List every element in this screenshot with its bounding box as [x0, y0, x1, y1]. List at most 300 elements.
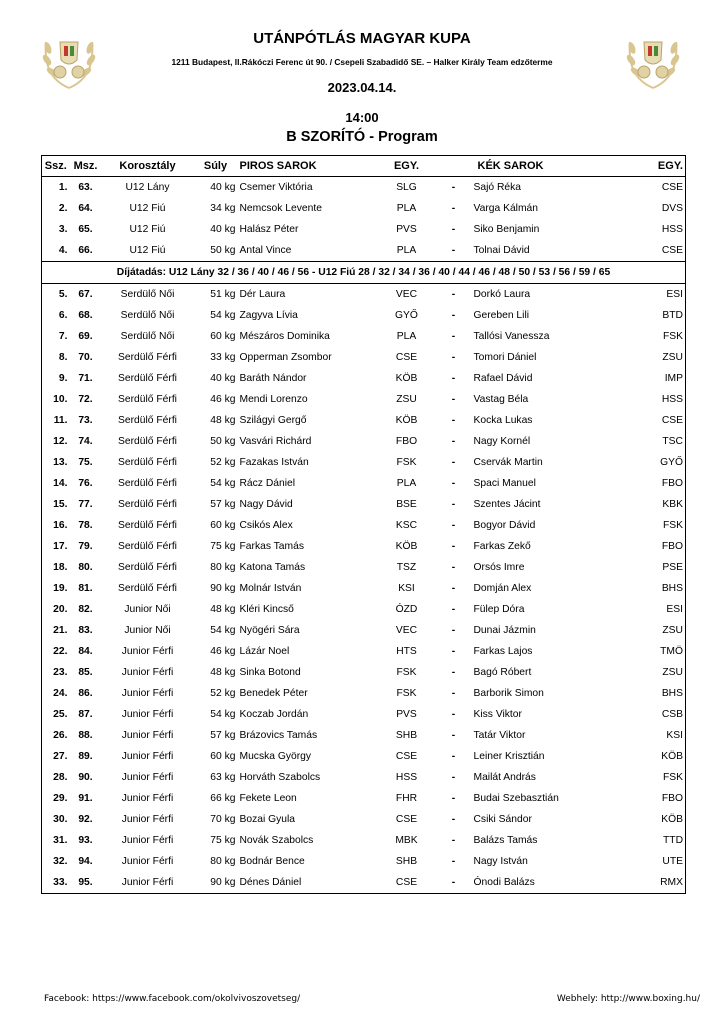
red-corner-club: HTS — [396, 646, 417, 657]
vs-separator: - — [451, 245, 456, 256]
age-category: Serdülő Férfi — [118, 457, 177, 468]
vs-separator: - — [451, 646, 456, 657]
red-corner-name: Benedek Péter — [239, 688, 308, 699]
red-corner-club: FSK — [396, 688, 417, 699]
red-corner-club: KÖB — [395, 541, 418, 552]
match-number: 65. — [78, 224, 93, 235]
red-corner-club: ÓZD — [395, 604, 418, 615]
red-corner-club: HSS — [395, 772, 418, 783]
blue-corner-club: KBK — [662, 499, 683, 510]
table-row — [42, 368, 686, 389]
vs-separator: - — [451, 667, 456, 678]
weight-class: 60 kg — [210, 751, 236, 762]
vs-separator: - — [451, 835, 456, 846]
red-corner-club: PVS — [396, 709, 417, 720]
red-corner-club: ZSU — [396, 394, 417, 405]
program-title: B SZORÍTÓ - Program — [286, 129, 438, 145]
match-number: 76. — [78, 478, 93, 489]
blue-corner-name: Rafael Dávid — [473, 373, 533, 384]
match-number: 88. — [78, 730, 93, 741]
weight-class: 60 kg — [210, 331, 236, 342]
age-category: Serdülő Férfi — [118, 562, 177, 573]
red-corner-name: Katona Tamás — [239, 562, 306, 573]
bout-number: 15. — [53, 499, 68, 510]
match-number: 94. — [78, 856, 93, 867]
blue-corner-club: BHS — [661, 583, 683, 594]
match-number: 63. — [78, 182, 93, 193]
bout-number: 21. — [53, 625, 68, 636]
bout-number: 30. — [53, 814, 68, 825]
blue-corner-club: TSC — [662, 436, 683, 447]
table-row — [42, 389, 686, 410]
match-number: 69. — [78, 331, 93, 342]
blue-corner-club: PSE — [662, 562, 683, 573]
blue-corner-name: Gereben Lili — [473, 310, 530, 321]
blue-corner-name: Cservák Martin — [473, 457, 543, 468]
table-row — [42, 620, 686, 641]
red-corner-name: Mészáros Dominika — [239, 331, 330, 342]
bout-number: 33. — [53, 877, 68, 888]
table-row — [42, 305, 686, 326]
col-header-ssz: Ssz. — [42, 156, 70, 177]
blue-corner-name: Nagy Kornél — [473, 436, 531, 447]
age-category: Serdülő Férfi — [118, 352, 177, 363]
blue-corner-club: RMX — [660, 877, 683, 888]
weight-class: 63 kg — [210, 772, 236, 783]
weight-class: 75 kg — [210, 541, 236, 552]
red-corner-name: Halász Péter — [239, 224, 299, 235]
table-row — [42, 431, 686, 452]
match-number: 84. — [78, 646, 93, 657]
bout-number: 1. — [58, 182, 68, 193]
blue-corner-club: FBO — [661, 793, 683, 804]
table-row — [42, 851, 686, 872]
blue-corner-club: ZSU — [662, 625, 683, 636]
match-number: 82. — [78, 604, 93, 615]
weight-class: 48 kg — [210, 667, 236, 678]
bout-number: 28. — [53, 772, 68, 783]
weight-class: 66 kg — [210, 793, 236, 804]
blue-corner-club: ZSU — [662, 667, 683, 678]
weight-class: 46 kg — [210, 646, 236, 657]
match-number: 81. — [78, 583, 93, 594]
blue-corner-name: Dunai Jázmin — [473, 625, 536, 636]
venue-address: 1211 Budapest, II.Rákóczi Ferenc út 90. / Csepeli Szabadidő SE. – Halker Király Team edzőterme — [171, 57, 553, 67]
blue-corner-name: Bagó Róbert — [473, 667, 532, 678]
table-row — [42, 641, 686, 662]
facebook-link[interactable]: Facebook: https://www.facebook.com/okolvivoszovetseg/ — [44, 994, 301, 1004]
blue-corner-club: BTD — [662, 310, 683, 321]
table-row — [42, 515, 686, 536]
vs-separator: - — [451, 814, 456, 825]
weight-class: 46 kg — [210, 394, 236, 405]
bout-number: 14. — [53, 478, 68, 489]
weight-class: 57 kg — [210, 730, 236, 741]
vs-separator: - — [451, 583, 456, 594]
blue-corner-club: FBO — [661, 541, 683, 552]
match-number: 91. — [78, 793, 93, 804]
blue-corner-club: FSK — [662, 772, 683, 783]
blue-corner-name: Farkas Zekő — [473, 541, 531, 552]
red-corner-club: SHB — [395, 856, 418, 867]
blue-corner-club: HSS — [661, 394, 683, 405]
col-header-separator — [436, 156, 472, 177]
table-row — [42, 473, 686, 494]
red-corner-club: KÖB — [395, 373, 418, 384]
bout-number: 12. — [53, 436, 68, 447]
red-corner-name: Kléri Kincső — [239, 604, 294, 615]
red-corner-name: Csemer Viktória — [239, 182, 313, 193]
blue-corner-name: Csiki Sándor — [473, 814, 532, 825]
red-corner-club: VEC — [395, 625, 418, 636]
match-number: 67. — [78, 289, 93, 300]
blue-corner-club: KÖB — [661, 814, 683, 825]
red-corner-club: SHB — [395, 730, 418, 741]
table-row — [42, 177, 686, 199]
bout-number: 17. — [53, 541, 68, 552]
red-corner-name: Sinka Botond — [239, 667, 301, 678]
age-category: Junior Férfi — [121, 856, 174, 867]
table-row — [42, 494, 686, 515]
blue-corner-club: DVS — [661, 203, 683, 214]
red-corner-club: CSE — [395, 751, 418, 762]
table-header-row — [42, 156, 686, 177]
match-number: 74. — [78, 436, 93, 447]
table-row — [42, 830, 686, 851]
blue-corner-club: FBO — [661, 478, 683, 489]
vs-separator: - — [451, 331, 456, 342]
bout-number: 11. — [53, 415, 68, 426]
match-number: 78. — [78, 520, 93, 531]
weight-class: 40 kg — [210, 373, 236, 384]
red-corner-name: Nemcsok Levente — [239, 203, 322, 214]
red-corner-club: PLA — [396, 478, 417, 489]
vs-separator: - — [451, 856, 456, 867]
red-corner-name: Csikós Alex — [239, 520, 293, 531]
red-corner-name: Bodnár Bence — [239, 856, 305, 867]
red-corner-name: Brázovics Tamás — [239, 730, 318, 741]
website-link[interactable]: Webhely: http://www.boxing.hu/ — [556, 994, 700, 1004]
blue-corner-club: ESI — [666, 289, 683, 300]
blue-corner-club: UTE — [662, 856, 683, 867]
red-corner-name: Antal Vince — [239, 245, 292, 256]
bout-number: 10. — [53, 394, 68, 405]
blue-corner-name: Fülep Dóra — [473, 604, 525, 615]
bout-number: 32. — [53, 856, 68, 867]
bout-number: 27. — [53, 751, 68, 762]
blue-corner-club: FSK — [662, 520, 683, 531]
blue-corner-name: Tomori Dániel — [473, 352, 537, 363]
age-category: Junior Férfi — [121, 709, 174, 720]
red-corner-club: BSE — [396, 499, 417, 510]
blue-corner-name: Farkas Lajos — [473, 646, 533, 657]
age-category: Serdülő Férfi — [118, 373, 177, 384]
table-row — [42, 725, 686, 746]
weight-class: 40 kg — [210, 182, 236, 193]
age-category: Junior Férfi — [121, 751, 174, 762]
red-corner-club: KSC — [395, 520, 418, 531]
col-header-suly: Súly — [194, 156, 238, 177]
blue-corner-name: Kocka Lukas — [473, 415, 533, 426]
red-corner-club: FSK — [396, 457, 417, 468]
red-corner-club: TSZ — [396, 562, 417, 573]
event-date: 2023.04.14. — [327, 80, 397, 95]
age-category: Serdülő Férfi — [118, 436, 177, 447]
vs-separator: - — [451, 499, 456, 510]
bout-number: 8. — [58, 352, 68, 363]
age-category: Junior Férfi — [121, 877, 174, 888]
vs-separator: - — [451, 709, 456, 720]
match-number: 83. — [78, 625, 93, 636]
red-corner-name: Fekete Leon — [239, 793, 297, 804]
blue-corner-name: Tolnai Dávid — [473, 245, 530, 256]
vs-separator: - — [451, 478, 456, 489]
red-corner-club: FSK — [396, 667, 417, 678]
red-corner-club: SLG — [396, 182, 417, 193]
vs-separator: - — [451, 793, 456, 804]
bout-number: 29. — [53, 793, 68, 804]
table-row — [42, 410, 686, 431]
age-category: Serdülő Női — [120, 310, 175, 321]
vs-separator: - — [451, 772, 456, 783]
weight-class: 54 kg — [210, 625, 236, 636]
red-corner-club: CSE — [395, 352, 418, 363]
weight-class: 50 kg — [210, 436, 236, 447]
bout-number: 22. — [53, 646, 68, 657]
age-category: Junior Férfi — [121, 667, 174, 678]
bouts-part2 — [42, 284, 686, 894]
match-number: 92. — [78, 814, 93, 825]
blue-corner-name: Dorkó Laura — [473, 289, 531, 300]
blue-corner-name: Kiss Viktor — [473, 709, 522, 720]
blue-corner-club: TTD — [662, 835, 683, 846]
match-number: 93. — [78, 835, 93, 846]
col-header-red-club: EGY. — [378, 156, 436, 177]
match-number: 89. — [78, 751, 93, 762]
weight-class: 54 kg — [210, 709, 236, 720]
red-corner-club: CSE — [395, 877, 418, 888]
vs-separator: - — [451, 373, 456, 384]
blue-corner-club: CSE — [661, 182, 683, 193]
blue-corner-club: GYŐ — [660, 457, 683, 468]
weight-class: 54 kg — [210, 310, 236, 321]
blue-corner-club: HSS — [661, 224, 683, 235]
bout-number: 16. — [53, 520, 68, 531]
red-corner-name: Rácz Dániel — [239, 478, 296, 489]
blue-corner-club: ESI — [666, 604, 683, 615]
blue-corner-club: BHS — [661, 688, 683, 699]
session-time: 14:00 — [345, 110, 379, 125]
red-corner-name: Mendi Lorenzo — [239, 394, 308, 405]
age-category: Junior Férfi — [121, 730, 174, 741]
red-corner-name: Vasvári Richárd — [239, 436, 312, 447]
bout-program-table — [41, 155, 686, 894]
age-category: Junior Férfi — [121, 793, 174, 804]
weight-class: 90 kg — [210, 877, 236, 888]
vs-separator: - — [451, 751, 456, 762]
weight-class: 34 kg — [210, 203, 236, 214]
red-corner-name: Novák Szabolcs — [239, 835, 314, 846]
weight-class: 90 kg — [210, 583, 236, 594]
age-category: Serdülő Férfi — [118, 499, 177, 510]
red-corner-club: PVS — [396, 224, 417, 235]
age-category: Serdülő Férfi — [118, 394, 177, 405]
table-row — [42, 746, 686, 767]
red-corner-club: GYŐ — [395, 310, 418, 321]
age-category: U12 Fiú — [129, 245, 166, 256]
weight-class: 52 kg — [210, 688, 236, 699]
table-row — [42, 683, 686, 704]
vs-separator: - — [451, 436, 456, 447]
bout-number: 3. — [58, 224, 68, 235]
red-corner-name: Dénes Dániel — [239, 877, 302, 888]
blue-corner-club: CSE — [661, 415, 683, 426]
match-number: 71. — [78, 373, 93, 384]
red-corner-name: Opperman Zsombor — [239, 352, 332, 363]
weight-class: 50 kg — [210, 245, 236, 256]
red-corner-club: KÖB — [395, 415, 418, 426]
table-row — [42, 557, 686, 578]
table-row — [42, 240, 686, 262]
table-row — [42, 326, 686, 347]
bout-number: 24. — [53, 688, 68, 699]
age-category: Junior Férfi — [121, 646, 174, 657]
weight-class: 80 kg — [210, 856, 236, 867]
red-corner-name: Fazakas István — [239, 457, 309, 468]
weight-class: 33 kg — [210, 352, 236, 363]
blue-corner-club: KSI — [666, 730, 683, 741]
age-category: Serdülő Férfi — [118, 583, 177, 594]
blue-corner-name: Balázs Tamás — [473, 835, 538, 846]
red-corner-name: Koczab Jordán — [239, 709, 309, 720]
red-corner-club: VEC — [395, 289, 418, 300]
blue-corner-name: Domján Alex — [473, 583, 532, 594]
match-number: 77. — [78, 499, 93, 510]
blue-corner-club: ZSU — [662, 352, 683, 363]
vs-separator: - — [451, 877, 456, 888]
vs-separator: - — [451, 415, 456, 426]
blue-corner-name: Tatár Viktor — [473, 730, 526, 741]
table-row — [42, 788, 686, 809]
weight-class: 40 kg — [210, 224, 236, 235]
age-category: Serdülő Férfi — [118, 415, 177, 426]
blue-corner-name: Varga Kálmán — [473, 203, 538, 214]
blue-corner-club: KÖB — [661, 751, 683, 762]
vs-separator: - — [451, 520, 456, 531]
match-number: 86. — [78, 688, 93, 699]
match-number: 70. — [78, 352, 93, 363]
red-corner-name: Zagyva Lívia — [239, 310, 298, 321]
match-number: 66. — [78, 245, 93, 256]
col-header-red-corner: PIROS SAROK — [238, 156, 378, 177]
match-number: 87. — [78, 709, 93, 720]
table-row — [42, 284, 686, 306]
blue-corner-name: Budai Szebasztián — [473, 793, 559, 804]
age-category: Junior Női — [124, 625, 171, 636]
red-corner-club: KSI — [398, 583, 415, 594]
col-header-blue-club: EGY. — [622, 156, 686, 177]
bout-number: 20. — [53, 604, 68, 615]
blue-corner-name: Leiner Krisztián — [473, 751, 545, 762]
vs-separator: - — [451, 625, 456, 636]
bout-number: 7. — [58, 331, 68, 342]
red-corner-name: Horváth Szabolcs — [239, 772, 321, 783]
bouts-part1 — [42, 177, 686, 262]
col-header-blue-corner: KÉK SAROK — [472, 156, 622, 177]
age-category: Junior Férfi — [121, 835, 174, 846]
age-category: Serdülő Női — [120, 289, 175, 300]
red-corner-club: MBK — [395, 835, 418, 846]
blue-corner-name: Tallósi Vanessza — [473, 331, 550, 342]
blue-corner-name: Vastag Béla — [473, 394, 529, 405]
weight-class: 75 kg — [210, 835, 236, 846]
match-number: 95. — [78, 877, 93, 888]
red-corner-club: PLA — [396, 245, 417, 256]
award-ceremony-row — [42, 262, 686, 284]
bout-number: 25. — [53, 709, 68, 720]
weight-class: 57 kg — [210, 499, 236, 510]
bout-number: 18. — [53, 562, 68, 573]
table-row — [42, 872, 686, 894]
blue-corner-name: Sajó Réka — [473, 182, 522, 193]
table-row — [42, 767, 686, 788]
blue-corner-name: Spaci Manuel — [473, 478, 536, 489]
age-category: U12 Lány — [125, 182, 170, 193]
col-header-msz: Msz. — [70, 156, 102, 177]
age-category: Junior Férfi — [121, 814, 174, 825]
table-row — [42, 704, 686, 725]
weight-class: 70 kg — [210, 814, 236, 825]
vs-separator: - — [451, 182, 456, 193]
blue-corner-name: Bogyor Dávid — [473, 520, 536, 531]
match-number: 68. — [78, 310, 93, 321]
red-corner-club: FHR — [395, 793, 418, 804]
red-corner-club: PLA — [396, 203, 417, 214]
vs-separator: - — [451, 352, 456, 363]
blue-corner-name: Ónodi Balázs — [473, 877, 535, 888]
blue-corner-club: IMP — [664, 373, 683, 384]
red-corner-club: PLA — [396, 331, 417, 342]
match-number: 79. — [78, 541, 93, 552]
age-category: Serdülő Férfi — [118, 541, 177, 552]
blue-corner-club: CSB — [661, 709, 683, 720]
bout-number: 19. — [53, 583, 68, 594]
red-corner-name: Dér Laura — [239, 289, 286, 300]
weight-class: 48 kg — [210, 604, 236, 615]
vs-separator: - — [451, 541, 456, 552]
weight-class: 52 kg — [210, 457, 236, 468]
vs-separator: - — [451, 562, 456, 573]
blue-corner-name: Nagy István — [473, 856, 528, 867]
bout-number: 13. — [53, 457, 68, 468]
bout-number: 6. — [58, 310, 68, 321]
table-row — [42, 662, 686, 683]
red-corner-name: Nagy Dávid — [239, 499, 293, 510]
match-number: 90. — [78, 772, 93, 783]
vs-separator: - — [451, 604, 456, 615]
vs-separator: - — [451, 688, 456, 699]
red-corner-name: Szilágyi Gergő — [239, 415, 307, 426]
table-row — [42, 219, 686, 240]
bout-number: 4. — [58, 245, 68, 256]
red-corner-name: Bozai Gyula — [239, 814, 296, 825]
vs-separator: - — [451, 224, 456, 235]
bout-number: 2. — [58, 203, 68, 214]
age-category: Junior Férfi — [121, 772, 174, 783]
bout-number: 5. — [58, 289, 68, 300]
bout-number: 23. — [53, 667, 68, 678]
blue-corner-club: FSK — [662, 331, 683, 342]
